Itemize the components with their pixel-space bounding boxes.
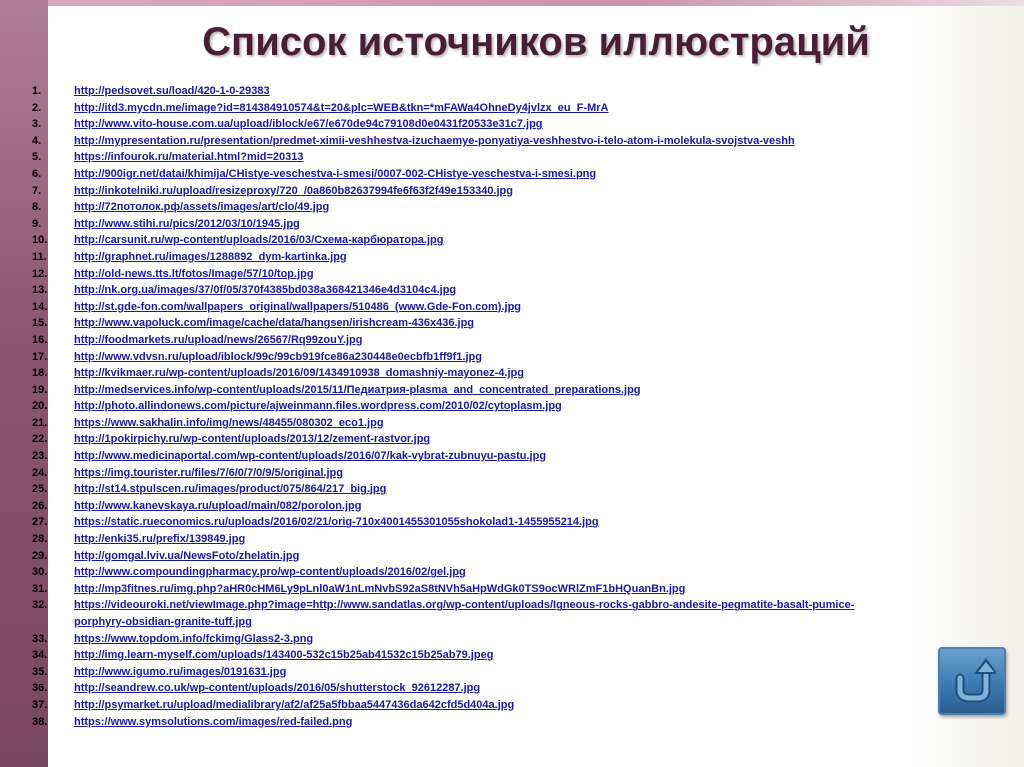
source-link[interactable]: http://st.gde-fon.com/wallpapers_original/wallpapers/510486_(www.Gde-Fon.com).jpg xyxy=(74,300,522,313)
source-list-item xyxy=(32,597,992,630)
sources-list xyxy=(32,83,992,730)
source-list-item xyxy=(32,365,992,382)
source-number: 25. xyxy=(32,483,48,496)
source-link[interactable]: http://carsunit.ru/wp-content/uploads/2016/03/Схема-карбюратора.jpg xyxy=(74,234,444,247)
source-number: 19. xyxy=(32,383,48,396)
source-list-item xyxy=(32,697,992,714)
source-list-item xyxy=(32,647,992,664)
source-list-item xyxy=(32,349,992,366)
source-link[interactable]: http://old-news.tts.lt/fotos/Image/57/10/top.jpg xyxy=(74,267,314,280)
source-number: 22. xyxy=(32,433,48,446)
source-link[interactable]: http://pedsovet.su/load/420-1-0-29383 xyxy=(74,85,270,97)
source-link[interactable]: http://foodmarkets.ru/upload/news/26567/Rq99zouY.jpg xyxy=(74,333,363,346)
source-number: 21. xyxy=(32,416,48,429)
source-list-item xyxy=(32,282,992,299)
source-number: 2. xyxy=(32,101,42,114)
source-list-item xyxy=(32,100,992,117)
source-number: 16. xyxy=(32,333,48,346)
source-list-item xyxy=(32,183,992,200)
source-list-item xyxy=(32,514,992,531)
source-link[interactable]: http://www.vapoluck.com/image/cache/data/hangsen/irishcream-436x436.jpg xyxy=(74,317,475,330)
source-number: 27. xyxy=(32,516,48,529)
source-number: 36. xyxy=(32,682,48,695)
source-list-item xyxy=(32,481,992,498)
source-link[interactable]: http://mypresentation.ru/presentation/predmet-ximii-veshhestva-izuchaemye-ponyatiya-veshhestvo-i-telo-atom-i-molekula-svojstva-veshh xyxy=(74,134,795,147)
source-number: 32. xyxy=(32,599,48,612)
source-link[interactable]: http://mp3fitnes.ru/img.php?aHR0cHM6Ly9pLnl0aW1nLmNvbS92aS8tNVh5aHpWdGk0TS9ocWRlZmF1bHQuanBn.jpg xyxy=(74,582,686,595)
source-list-item xyxy=(32,83,992,100)
source-link[interactable]: http://graphnet.ru/images/1288892_dym-kartinka.jpg xyxy=(74,250,347,263)
source-list-item xyxy=(32,465,992,482)
source-list-item xyxy=(32,216,992,233)
source-number: 38. xyxy=(32,715,48,728)
source-number: 11. xyxy=(32,250,47,263)
source-link[interactable]: https://static.rueconomics.ru/uploads/2016/02/21/orig-710x4001455301055shokolad1-1455955214.jpg xyxy=(74,516,599,529)
source-number: 18. xyxy=(32,367,48,380)
source-list-item xyxy=(32,680,992,697)
source-link[interactable]: https://www.sakhalin.info/img/news/48455/080302_eco1.jpg xyxy=(74,416,384,429)
slide-title: Список источников иллюстраций xyxy=(202,20,870,64)
source-link[interactable]: http://www.kanevskaya.ru/upload/main/082/porolon.jpg xyxy=(74,499,362,512)
source-number: 13. xyxy=(32,284,48,297)
source-number: 8. xyxy=(32,201,42,214)
source-list-item xyxy=(32,498,992,515)
source-link[interactable]: http://nk.org.ua/images/37/0f/05/370f4385bd038a368421346e4d3104c4.jpg xyxy=(74,284,457,297)
source-link[interactable]: http://psymarket.ru/upload/medialibrary/af2/af25a5fbbaa5447436da642cfd5d404a.jpg xyxy=(74,698,515,711)
source-link[interactable] xyxy=(74,597,992,630)
source-number: 28. xyxy=(32,533,48,546)
source-link[interactable]: https://www.symsolutions.com/images/red-failed.png xyxy=(74,715,353,728)
source-list-item xyxy=(32,415,992,432)
source-list-item xyxy=(32,664,992,681)
source-number: 33. xyxy=(32,632,48,645)
source-link[interactable]: http://itd3.mycdn.me/image?id=814384910574&t=20&plc=WEB&tkn=*mFAWa4OhneDy4jvlzx_eu_F-MrA xyxy=(74,101,609,114)
source-number: 35. xyxy=(32,665,48,678)
source-list-item xyxy=(32,448,992,465)
source-list-item xyxy=(32,548,992,565)
source-link[interactable]: http://www.vdvsn.ru/upload/iblock/99c/99cb919fce86a230448e0ecbfb1ff9f1.jpg xyxy=(74,350,482,363)
source-number: 29. xyxy=(32,549,48,562)
source-list-item xyxy=(32,631,992,648)
source-list-item xyxy=(32,564,992,581)
source-number: 10. xyxy=(32,234,48,247)
source-list-item xyxy=(32,581,992,598)
source-link[interactable]: http://www.medicinaportal.com/wp-content/uploads/2016/07/kak-vybrat-zubnuyu-pastu.jpg xyxy=(74,450,547,463)
source-list-item xyxy=(32,398,992,415)
source-number: 30. xyxy=(32,566,48,579)
source-list-item xyxy=(32,199,992,216)
source-number: 24. xyxy=(32,466,48,479)
source-list-item xyxy=(32,249,992,266)
source-number: 3. xyxy=(32,118,42,131)
source-link[interactable]: http://seandrew.co.uk/wp-content/uploads/2016/05/shutterstock_92612287.jpg xyxy=(74,682,481,695)
source-list-item xyxy=(32,149,992,166)
source-link-line[interactable]: https://videouroki.net/viewImage.php?image=http://www.sandatlas.org/wp-content/uploads/Igneous-rocks-gabbro-andesite-pegmatite-basalt-pumice- xyxy=(74,599,855,612)
source-link[interactable]: http://img.learn-myself.com/uploads/143400-532c15b25ab41532c15b25ab79.jpeg xyxy=(74,649,494,662)
source-link[interactable]: https://img.tourister.ru/files/7/6/0/7/0/9/5/original.jpg xyxy=(74,466,343,479)
source-link[interactable]: http://medservices.info/wp-content/uploads/2015/11/Педиатрия-plasma_and_concentrated_preparations.jpg xyxy=(74,383,641,396)
return-arrow-icon xyxy=(948,656,996,704)
source-list-item xyxy=(32,431,992,448)
source-number: 6. xyxy=(32,167,42,180)
source-number: 34. xyxy=(32,649,48,662)
source-link[interactable]: http://inkotelniki.ru/upload/resizeproxy/720_/0a860b82637994fe6f63f2f49e153340.jpg xyxy=(74,184,513,197)
source-number: 7. xyxy=(32,184,42,197)
source-link[interactable]: http://enki35.ru/prefix/139849.jpg xyxy=(74,533,246,546)
source-list-item xyxy=(32,116,992,133)
source-link[interactable]: https://www.topdom.info/fckimg/Glass2-3.png xyxy=(74,632,314,645)
source-number: 37. xyxy=(32,698,48,711)
source-list-item xyxy=(32,166,992,183)
source-link[interactable]: http://72потолок.рф/assets/images/art/clo/49.jpg xyxy=(74,201,330,214)
source-number: 1. xyxy=(32,85,42,97)
source-link[interactable]: http://www.igumo.ru/images/0191631.jpg xyxy=(74,665,287,678)
source-list-item xyxy=(32,232,992,249)
source-number: 4. xyxy=(32,134,42,147)
source-number: 5. xyxy=(32,151,42,164)
source-link[interactable]: http://www.vito-house.com.ua/upload/iblock/e67/e670de94c79108d0e0431f20533e31c7.jpg xyxy=(74,118,543,131)
source-link[interactable]: http://900igr.net/datai/khimija/CHistye-veschestva-i-smesi/0007-002-CHistye-veschestva-i-smesi.png xyxy=(74,167,597,180)
source-list-item xyxy=(32,332,992,349)
source-list-item xyxy=(32,714,992,731)
source-number: 14. xyxy=(32,300,48,313)
source-link[interactable]: http://st14.stpulscen.ru/images/product/075/864/217_big.jpg xyxy=(74,483,387,496)
source-number: 20. xyxy=(32,400,48,413)
source-link[interactable]: http://www.stihi.ru/pics/2012/03/10/1945.jpg xyxy=(74,217,300,230)
source-list-item xyxy=(32,266,992,283)
source-number: 26. xyxy=(32,499,48,512)
source-link[interactable]: http://gomgal.lviv.ua/NewsFoto/zhelatin.jpg xyxy=(74,549,300,562)
source-number: 23. xyxy=(32,450,48,463)
source-number: 15. xyxy=(32,317,48,330)
source-number: 17. xyxy=(32,350,48,363)
source-list-item xyxy=(32,133,992,150)
source-number: 9. xyxy=(32,217,42,230)
source-link[interactable]: http://photo.allindonews.com/picture/ajweinmann.files.wordpress.com/2010/02/cytoplasm.jpg xyxy=(74,400,562,413)
source-list-item xyxy=(32,531,992,548)
source-list-item xyxy=(32,315,992,332)
source-link[interactable]: http://1pokirpichy.ru/wp-content/uploads/2013/12/zement-rastvor.jpg xyxy=(74,433,431,446)
source-list-item xyxy=(32,382,992,399)
return-button[interactable] xyxy=(938,647,1006,715)
source-link-line[interactable]: porphyry-obsidian-granite-tuff.jpg xyxy=(74,616,252,628)
source-number: 31. xyxy=(32,582,48,595)
source-number: 12. xyxy=(32,267,48,280)
source-link[interactable]: http://www.compoundingpharmacy.pro/wp-content/uploads/2016/02/gel.jpg xyxy=(74,566,466,579)
source-list-item xyxy=(32,299,992,316)
source-link[interactable]: http://kvikmaer.ru/wp-content/uploads/2016/09/1434910938_domashniy-mayonez-4.jpg xyxy=(74,367,524,380)
source-link[interactable]: https://infourok.ru/material.html?mid=20313 xyxy=(74,151,304,164)
